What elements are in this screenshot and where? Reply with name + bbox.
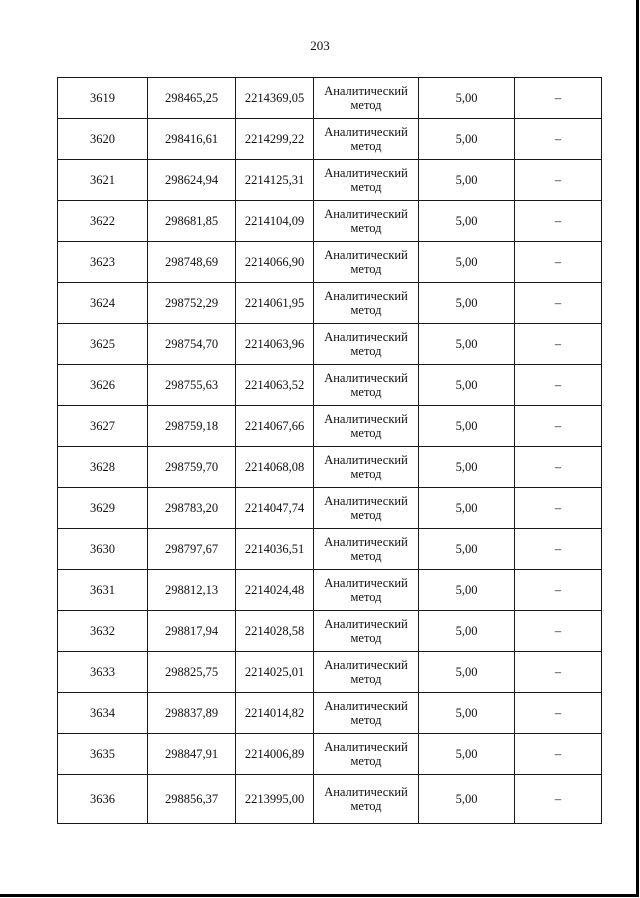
method-line-2: метод xyxy=(350,549,382,563)
method-line-1: Аналитический xyxy=(324,330,408,344)
error-cell: 5,00 xyxy=(419,119,515,160)
error-cell: 5,00 xyxy=(419,611,515,652)
point-number-cell: 3630 xyxy=(58,529,148,570)
point-number-cell: 3621 xyxy=(58,160,148,201)
method-line-1: Аналитический xyxy=(324,166,408,180)
note-cell: – xyxy=(515,119,602,160)
point-number-cell: 3633 xyxy=(58,652,148,693)
error-cell: 5,00 xyxy=(419,488,515,529)
method-cell xyxy=(314,365,419,406)
x-coordinate-cell: 298752,29 xyxy=(148,283,236,324)
method-line-2: метод xyxy=(350,344,382,358)
note-cell: – xyxy=(515,406,602,447)
y-coordinate-cell: 2214024,48 xyxy=(236,570,314,611)
table-row xyxy=(58,652,602,693)
error-cell: 5,00 xyxy=(419,775,515,824)
method-cell xyxy=(314,529,419,570)
table-row xyxy=(58,324,602,365)
y-coordinate-cell: 2214063,52 xyxy=(236,365,314,406)
method-line-1: Аналитический xyxy=(324,535,408,549)
page-number: 203 xyxy=(310,38,330,53)
method-line-2: метод xyxy=(350,139,382,153)
x-coordinate-cell: 298817,94 xyxy=(148,611,236,652)
note-cell: – xyxy=(515,78,602,119)
method-line-2: метод xyxy=(350,262,382,276)
method-line-2: метод xyxy=(350,180,382,194)
method-cell xyxy=(314,242,419,283)
y-coordinate-cell: 2214014,82 xyxy=(236,693,314,734)
y-coordinate-cell: 2214036,51 xyxy=(236,529,314,570)
point-number-cell: 3624 xyxy=(58,283,148,324)
note-cell: – xyxy=(515,283,602,324)
point-number-cell: 3636 xyxy=(58,775,148,824)
note-cell: – xyxy=(515,734,602,775)
error-cell: 5,00 xyxy=(419,365,515,406)
error-cell: 5,00 xyxy=(419,324,515,365)
method-cell xyxy=(314,283,419,324)
method-line-2: метод xyxy=(350,631,382,645)
note-cell: – xyxy=(515,570,602,611)
table-row xyxy=(58,775,602,824)
x-coordinate-cell: 298624,94 xyxy=(148,160,236,201)
method-cell xyxy=(314,488,419,529)
point-number-cell: 3622 xyxy=(58,201,148,242)
method-line-1: Аналитический xyxy=(324,125,408,139)
method-line-2: метод xyxy=(350,221,382,235)
table-row xyxy=(58,242,602,283)
y-coordinate-cell: 2214125,31 xyxy=(236,160,314,201)
point-number-cell: 3634 xyxy=(58,693,148,734)
method-cell xyxy=(314,652,419,693)
x-coordinate-cell: 298681,85 xyxy=(148,201,236,242)
table-row xyxy=(58,365,602,406)
note-cell: – xyxy=(515,447,602,488)
method-line-2: метод xyxy=(350,672,382,686)
y-coordinate-cell: 2214068,08 xyxy=(236,447,314,488)
error-cell: 5,00 xyxy=(419,406,515,447)
method-line-1: Аналитический xyxy=(324,371,408,385)
point-number-cell: 3629 xyxy=(58,488,148,529)
point-number-cell: 3623 xyxy=(58,242,148,283)
method-line-1: Аналитический xyxy=(324,658,408,672)
method-cell xyxy=(314,78,419,119)
method-line-2: метод xyxy=(350,385,382,399)
method-cell xyxy=(314,160,419,201)
point-number-cell: 3627 xyxy=(58,406,148,447)
x-coordinate-cell: 298748,69 xyxy=(148,242,236,283)
method-line-2: метод xyxy=(350,713,382,727)
note-cell: – xyxy=(515,201,602,242)
error-cell: 5,00 xyxy=(419,652,515,693)
x-coordinate-cell: 298416,61 xyxy=(148,119,236,160)
error-cell: 5,00 xyxy=(419,283,515,324)
error-cell: 5,00 xyxy=(419,734,515,775)
table-row xyxy=(58,488,602,529)
note-cell: – xyxy=(515,488,602,529)
method-line-1: Аналитический xyxy=(324,248,408,262)
y-coordinate-cell: 2214047,74 xyxy=(236,488,314,529)
table-row xyxy=(58,693,602,734)
table-row xyxy=(58,201,602,242)
method-line-1: Аналитический xyxy=(324,289,408,303)
point-number-cell: 3619 xyxy=(58,78,148,119)
note-cell: – xyxy=(515,611,602,652)
x-coordinate-cell: 298797,67 xyxy=(148,529,236,570)
y-coordinate-cell: 2214063,96 xyxy=(236,324,314,365)
error-cell: 5,00 xyxy=(419,242,515,283)
error-cell: 5,00 xyxy=(419,160,515,201)
table-row xyxy=(58,529,602,570)
error-cell: 5,00 xyxy=(419,529,515,570)
method-line-1: Аналитический xyxy=(324,453,408,467)
method-cell xyxy=(314,693,419,734)
method-cell xyxy=(314,734,419,775)
method-line-1: Аналитический xyxy=(324,412,408,426)
error-cell: 5,00 xyxy=(419,447,515,488)
point-number-cell: 3626 xyxy=(58,365,148,406)
table-row xyxy=(58,447,602,488)
point-number-cell: 3632 xyxy=(58,611,148,652)
method-line-2: метод xyxy=(350,590,382,604)
y-coordinate-cell: 2214006,89 xyxy=(236,734,314,775)
method-cell xyxy=(314,324,419,365)
method-line-1: Аналитический xyxy=(324,494,408,508)
y-coordinate-cell: 2213995,00 xyxy=(236,775,314,824)
table-body xyxy=(58,78,602,824)
x-coordinate-cell: 298759,70 xyxy=(148,447,236,488)
x-coordinate-cell: 298755,63 xyxy=(148,365,236,406)
method-line-1: Аналитический xyxy=(324,785,408,799)
note-cell: – xyxy=(515,242,602,283)
method-line-2: метод xyxy=(350,799,382,813)
method-line-2: метод xyxy=(350,303,382,317)
x-coordinate-cell: 298825,75 xyxy=(148,652,236,693)
method-line-1: Аналитический xyxy=(324,84,408,98)
method-cell xyxy=(314,406,419,447)
method-cell xyxy=(314,570,419,611)
error-cell: 5,00 xyxy=(419,78,515,119)
note-cell: – xyxy=(515,652,602,693)
method-cell xyxy=(314,775,419,824)
point-number-cell: 3631 xyxy=(58,570,148,611)
x-coordinate-cell: 298465,25 xyxy=(148,78,236,119)
note-cell: – xyxy=(515,324,602,365)
method-line-1: Аналитический xyxy=(324,576,408,590)
method-line-1: Аналитический xyxy=(324,207,408,221)
table-row xyxy=(58,734,602,775)
y-coordinate-cell: 2214369,05 xyxy=(236,78,314,119)
y-coordinate-cell: 2214028,58 xyxy=(236,611,314,652)
x-coordinate-cell: 298837,89 xyxy=(148,693,236,734)
method-cell xyxy=(314,201,419,242)
table-row xyxy=(58,570,602,611)
x-coordinate-cell: 298856,37 xyxy=(148,775,236,824)
point-number-cell: 3628 xyxy=(58,447,148,488)
note-cell: – xyxy=(515,365,602,406)
note-cell: – xyxy=(515,529,602,570)
y-coordinate-cell: 2214104,09 xyxy=(236,201,314,242)
note-cell: – xyxy=(515,775,602,824)
table-row xyxy=(58,160,602,201)
method-cell xyxy=(314,447,419,488)
method-line-2: метод xyxy=(350,508,382,522)
point-number-cell: 3635 xyxy=(58,734,148,775)
method-line-2: метод xyxy=(350,467,382,481)
table-row xyxy=(58,283,602,324)
method-line-2: метод xyxy=(350,754,382,768)
x-coordinate-cell: 298847,91 xyxy=(148,734,236,775)
error-cell: 5,00 xyxy=(419,693,515,734)
point-number-cell: 3625 xyxy=(58,324,148,365)
error-cell: 5,00 xyxy=(419,201,515,242)
method-line-1: Аналитический xyxy=(324,699,408,713)
table-row xyxy=(58,78,602,119)
method-line-1: Аналитический xyxy=(324,740,408,754)
method-cell xyxy=(314,611,419,652)
method-line-2: метод xyxy=(350,426,382,440)
y-coordinate-cell: 2214067,66 xyxy=(236,406,314,447)
coordinates-table xyxy=(57,77,602,824)
note-cell: – xyxy=(515,160,602,201)
table-row xyxy=(58,119,602,160)
y-coordinate-cell: 2214299,22 xyxy=(236,119,314,160)
x-coordinate-cell: 298783,20 xyxy=(148,488,236,529)
x-coordinate-cell: 298754,70 xyxy=(148,324,236,365)
x-coordinate-cell: 298812,13 xyxy=(148,570,236,611)
table-row xyxy=(58,406,602,447)
note-cell: – xyxy=(515,693,602,734)
point-number-cell: 3620 xyxy=(58,119,148,160)
y-coordinate-cell: 2214061,95 xyxy=(236,283,314,324)
x-coordinate-cell: 298759,18 xyxy=(148,406,236,447)
y-coordinate-cell: 2214025,01 xyxy=(236,652,314,693)
y-coordinate-cell: 2214066,90 xyxy=(236,242,314,283)
method-cell xyxy=(314,119,419,160)
method-line-1: Аналитический xyxy=(324,617,408,631)
table-row xyxy=(58,611,602,652)
method-line-2: метод xyxy=(350,98,382,112)
error-cell: 5,00 xyxy=(419,570,515,611)
